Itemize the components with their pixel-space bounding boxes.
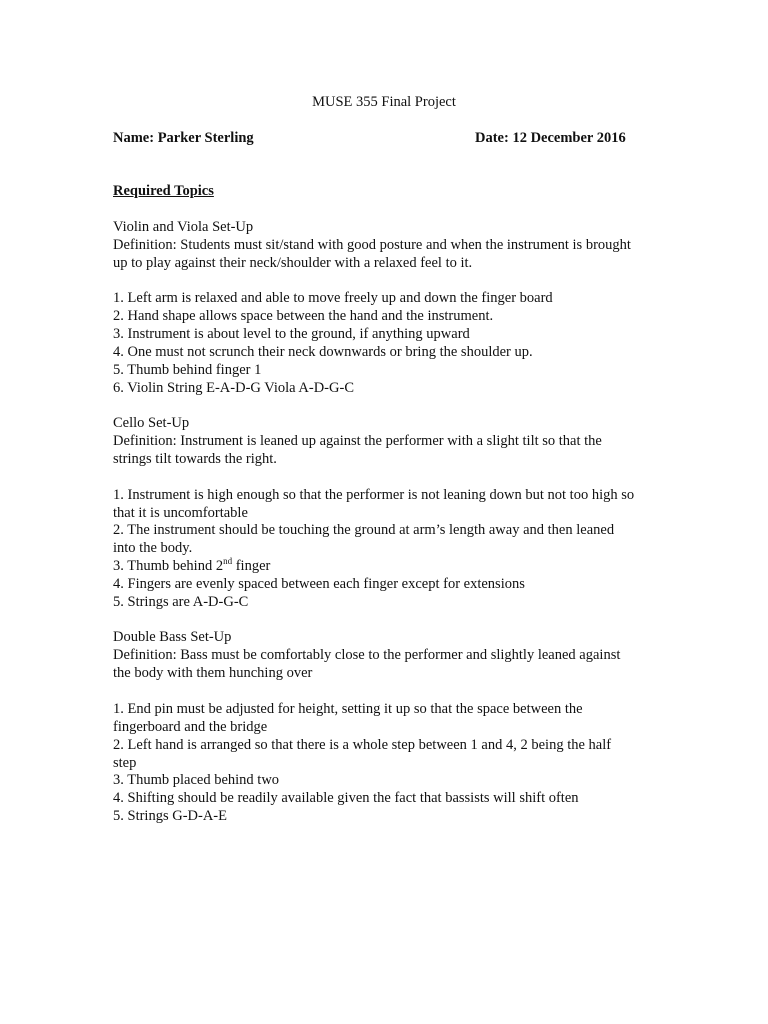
section-heading: Required Topics — [113, 183, 214, 199]
violin-heading: Violin and Viola Set-Up — [113, 219, 254, 235]
page-title: MUSE 355 Final Project — [312, 94, 456, 110]
violin-list-item: 2. Hand shape allows space between the hand and the instrument. — [113, 308, 494, 324]
bass-list-item: 4. Shifting should be readily available given the fact that bassists will shift often — [113, 790, 579, 806]
violin-list-item: 1. Left arm is relaxed and able to move freely up and down the finger board — [113, 290, 553, 306]
thumb-suffix: finger — [232, 558, 271, 574]
name-line: Name: Parker Sterling — [113, 130, 254, 146]
cello-definition-line: strings tilt towards the right. — [113, 451, 277, 467]
cello-list-item: 2. The instrument should be touching the ground at arm’s length away and then leaned — [113, 522, 615, 538]
ordinal-superscript: nd — [223, 556, 233, 566]
violin-list-item: 5. Thumb behind finger 1 — [113, 362, 262, 378]
bass-list-item: 5. Strings G-D-A-E — [113, 808, 227, 824]
violin-list-item: 6. Violin String E-A-D-G Viola A-D-G-C — [113, 380, 354, 396]
bass-heading: Double Bass Set-Up — [113, 629, 232, 645]
cello-list-item: into the body. — [113, 540, 193, 556]
bass-list-item: fingerboard and the bridge — [113, 719, 268, 735]
violin-list-item: 4. One must not scrunch their neck downwards or bring the shoulder up. — [113, 344, 533, 360]
bass-list-item: step — [113, 755, 137, 771]
violin-definition-line: up to play against their neck/shoulder with a relaxed feel to it. — [113, 255, 473, 271]
bass-list-item: 2. Left hand is arranged so that there is a whole step between 1 and 4, 2 being the half — [113, 737, 612, 753]
cello-list-item: 5. Strings are A-D-G-C — [113, 594, 249, 610]
bass-list-item: 3. Thumb placed behind two — [113, 772, 280, 788]
thumb-text: 3. Thumb behind 2 — [113, 558, 224, 574]
bass-list-item: 1. End pin must be adjusted for height, setting it up so that the space between the — [113, 701, 583, 717]
date-line: Date: 12 December 2016 — [475, 130, 626, 146]
cello-heading: Cello Set-Up — [113, 415, 190, 431]
cello-definition-line: Definition: Instrument is leaned up against the performer with a slight tilt so that the — [113, 433, 602, 449]
bass-definition-line: the body with them hunching over — [113, 665, 313, 681]
violin-definition-line: Definition: Students must sit/stand with good posture and when the instrument is brought — [113, 237, 631, 253]
cello-list-item: 4. Fingers are evenly spaced between each finger except for extensions — [113, 576, 525, 592]
cello-list-item: that it is uncomfortable — [113, 505, 248, 521]
bass-definition-line: Definition: Bass must be comfortably close to the performer and slightly leaned against — [113, 647, 621, 663]
cello-list-item-thumb — [113, 557, 270, 575]
violin-list-item: 3. Instrument is about level to the ground, if anything upward — [113, 326, 470, 342]
cello-list-item: 1. Instrument is high enough so that the performer is not leaning down but not too high so — [113, 487, 635, 503]
